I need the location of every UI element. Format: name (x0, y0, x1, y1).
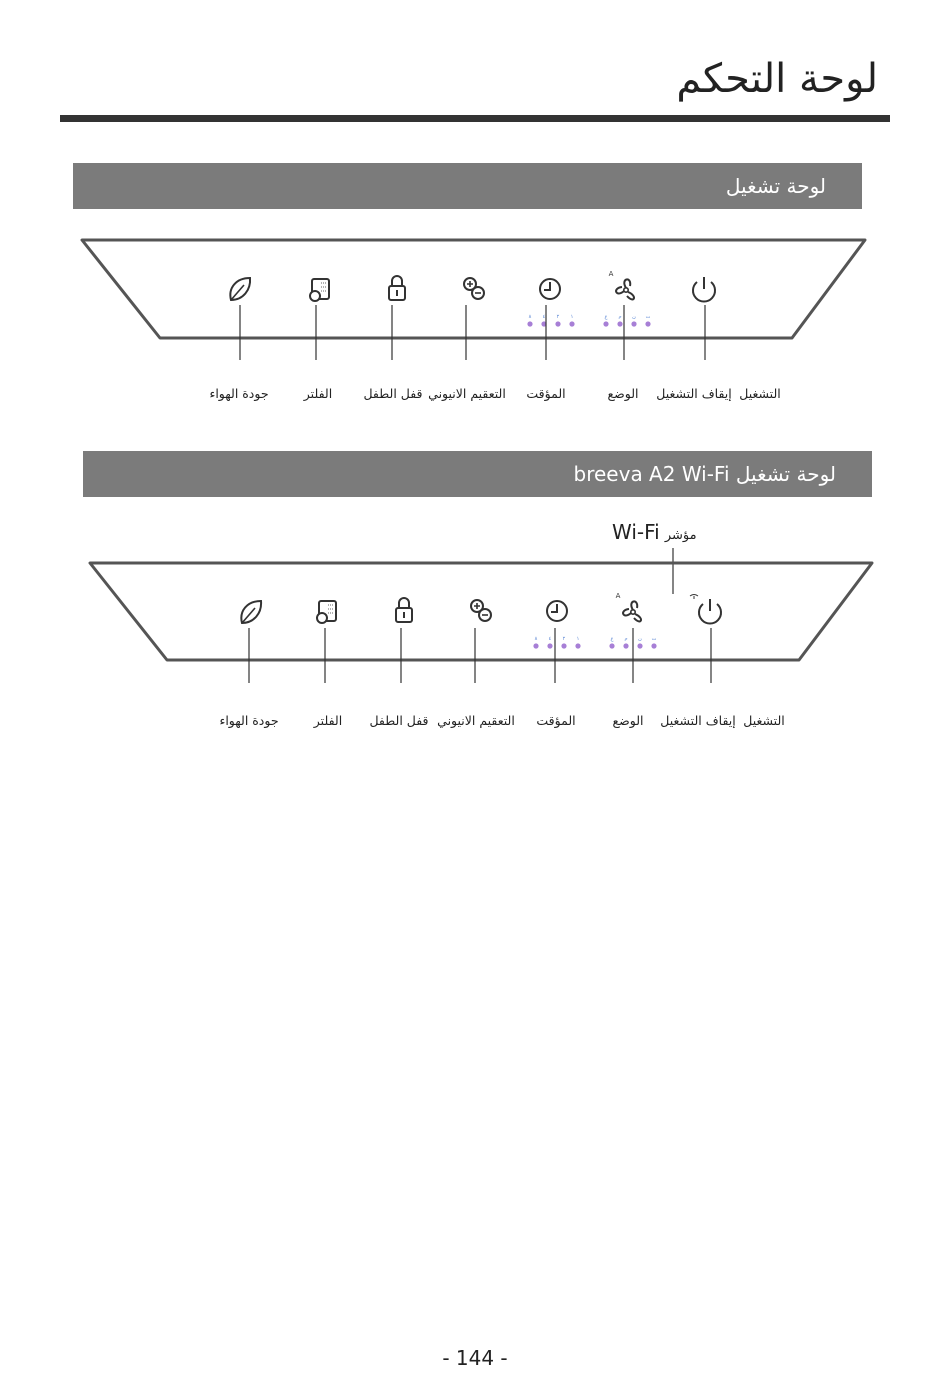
svg-text:٤: ٤ (542, 314, 546, 320)
svg-text:م: م (618, 314, 622, 320)
label-child-lock: قفل الطفل (369, 713, 429, 728)
svg-text:ن: ن (638, 636, 642, 642)
svg-text:١: ١ (576, 636, 580, 642)
svg-text:٢: ٢ (556, 314, 560, 320)
mode-indicator-dots (603, 314, 650, 327)
section-header-wifi-control-panel: لوحة تشغيل breeva A2 Wi-Fi (83, 451, 872, 497)
svg-text:ت: ت (651, 636, 657, 642)
ionizer-icon (471, 600, 491, 621)
filter-icon (317, 601, 336, 623)
fan-icon (623, 601, 641, 621)
section-header-control-panel: لوحة تشغيل (73, 163, 862, 209)
svg-text:ت: ت (645, 314, 651, 320)
wifi-small-icon (690, 595, 698, 600)
wifi-indicator-word: مؤشر (664, 528, 697, 543)
page-title: لوحة التحكم (676, 56, 878, 102)
label-mode: الوضع (607, 386, 639, 401)
power-icon (693, 277, 715, 301)
control-panel-diagram (0, 230, 950, 470)
timer-icon (547, 601, 567, 621)
fan-icon (616, 279, 634, 299)
label-mode: الوضع (612, 713, 644, 728)
title-rule (60, 115, 890, 122)
label-power-on: التشغيل (743, 713, 785, 728)
label-timer: المؤقت (526, 386, 566, 401)
timer-indicator-dots (533, 636, 580, 649)
page-number: - 144 - (442, 1346, 508, 1370)
ionizer-icon (464, 278, 484, 299)
label-power-on: التشغيل (739, 386, 781, 401)
svg-text:٢: ٢ (562, 636, 566, 642)
lock-icon (389, 276, 405, 300)
svg-text:ن: ن (632, 314, 636, 320)
svg-text:١: ١ (570, 314, 574, 320)
wifi-name: Wi-Fi (612, 520, 660, 544)
label-child-lock: قفل الطفل (363, 386, 423, 401)
lock-icon (396, 598, 412, 622)
label-timer: المؤقت (536, 713, 576, 728)
timer-icon (540, 279, 560, 299)
label-power-off: إيقاف التشغيل (656, 386, 732, 401)
svg-text:ع: ع (610, 636, 614, 642)
leaf-icon (230, 278, 250, 300)
filter-icon (310, 279, 329, 301)
svg-text:م: م (624, 636, 628, 642)
label-air-quality: جودة الهواء (209, 386, 269, 401)
svg-text:٨: ٨ (528, 314, 532, 320)
label-filter: الفلتر (303, 386, 333, 401)
mode-indicator-label: A (615, 592, 621, 600)
label-air-quality: جودة الهواء (219, 713, 279, 728)
wifi-control-panel-diagram (0, 500, 950, 740)
label-power-off: إيقاف التشغيل (660, 713, 736, 728)
power-icon (699, 599, 721, 623)
svg-text:ع: ع (604, 314, 608, 320)
label-ionizer: التعقيم الانيوني (428, 386, 506, 401)
label-ionizer: التعقيم الانيوني (437, 713, 515, 728)
svg-text:٨: ٨ (534, 636, 538, 642)
label-filter: الفلتر (313, 713, 343, 728)
timer-indicator-dots (527, 314, 574, 327)
leaf-icon (241, 601, 261, 623)
mode-indicator-label: A (608, 270, 614, 278)
svg-text:٤: ٤ (548, 636, 552, 642)
